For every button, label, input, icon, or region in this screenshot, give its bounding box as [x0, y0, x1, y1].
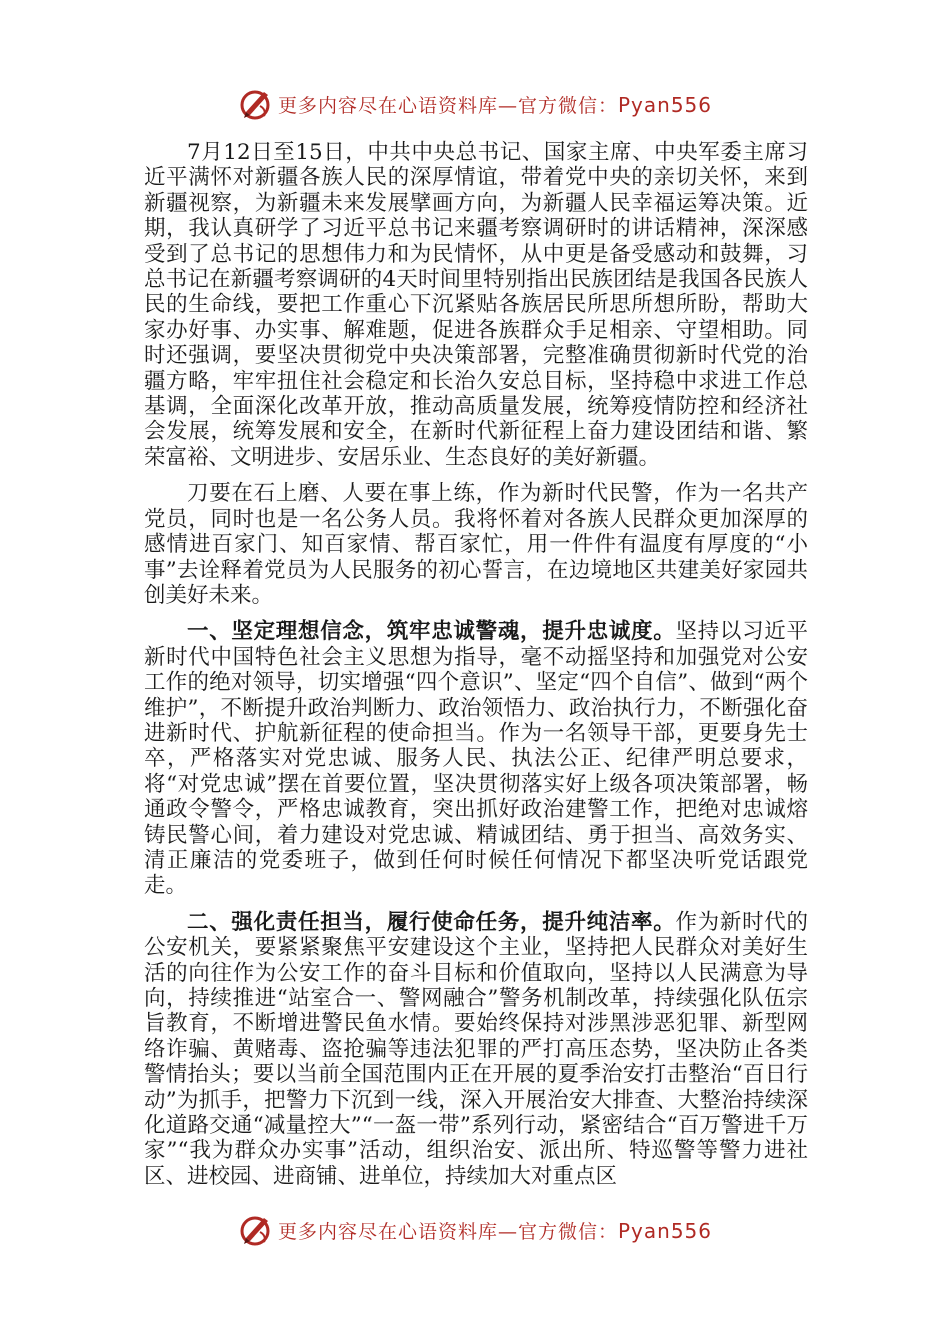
paragraph-4-text: 作为新时代的公安机关，要紧紧聚焦平安建设这个主业，坚持把人民群众对美好生活的向往作为公安工作的奋斗目标和价值取向，坚持以人民满意为导向，持续推进“站室合一、警网融合”警务机制改革，持续强化队伍宗旨教育，不断增进警民鱼水情。要始终保持对涉黑涉恶犯罪、新型网络诈骗、黄赌毒、盗抢骗等违法犯罪的严打高压态势，坚决防止各类警情抬头；要以当前全国范围内正在开展的夏季治安打击整治“百日行动”为抓手，把警力下沉到一线，深入开展治安大排查、大整治持续深化道路交通“减量控大”“一盔一带”系列行动，紧密结合“百万警进千万家”“我为群众办实事”活动，组织治安、派出所、特巡警等警力进社区、进校园、进商铺、进单位，持续加大对重点区: [144, 909, 808, 1189]
paragraph-1-text: 7月12日至15日，中共中央总书记、国家主席、中央军委主席习近平满怀对新疆各族人民的深厚情谊，带着党中央的亲切关怀，来到新疆视察，为新疆未来发展擘画方向，为新疆人民幸福运筹决策。近期，我认真研学了习近平总书记来疆考察调研时的讲话精神，深深感受到了总书记的思想伟力和为民情怀，从中更是备受感动和鼓舞，习总书记在新疆考察调研的4天时间里特别指出民族团结是我国各民族人民的生命线，要把工作重心下沉紧贴各族居民所思所想所盼，帮助大家办好事、办实事、解难题，促进各族群众手足相亲、守望相助。同时还强调，要坚决贯彻党中央决策部署，完整准确贯彻新时代党的治疆方略，牢牢扭住社会稳定和长治久安总目标，坚持稳中求进工作总基调，全面深化改革开放，推动高质量发展，统筹疫情防控和经济社会发展，统筹发展和安全，在新时代新征程上奋力建设团结和谐、繁荣富裕、文明进步、安居乐业、生态良好的美好新疆。: [144, 140, 808, 470]
header-banner: [0, 82, 950, 126]
paragraph-4-heading: 二、强化责任担当，履行使命任务，提升纯洁率。: [187, 909, 676, 935]
footer-wechat-label: 官方微信：: [517, 1220, 618, 1243]
document-body: [144, 140, 808, 1200]
paragraph-3-text: 坚持以习近平新时代中国特色社会主义思想为指导，毫不动摇坚持和加强党对公安工作的绝对领导，切实增强“四个意识”、坚定“四个自信”、做到“两个维护”，不断提升政治判断力、政治领悟力、政治执行力，不断强化奋进新时代、护航新征程的使命担当。作为一名领导干部，更要身先士卒，严格落实对党忠诚、服务人民、执法公正、纪律严明总要求，将“对党忠诚”摆在首要位置，坚决贯彻落实好上级各项决策部署，畅通政令警令，严格忠诚教育，突出抓好政治建警工作，把绝对忠诚熔铸民警心间，着力建设对党忠诚、精诚团结、勇于担当、高效务实、清正廉洁的党委班子，做到任何时候任何情况下都坚决听党话跟党走。: [144, 619, 808, 899]
paragraph-2-text: 刀要在石上磨、人要在事上练，作为新时代民警，作为一名共产党员，同时也是一名公务人员。我将怀着对各族人民群众更加深厚的感情进百家门、知百家情、帮百家忙，用一件件有温度有厚度的“小事”去诠释着党员为人民服务的初心誓言，在边境地区共建美好家园共创美好未来。: [144, 481, 808, 608]
paragraph-1: [144, 140, 808, 470]
footer-brand: 更多内容尽在心语资料库: [277, 1220, 498, 1243]
header-dash: —: [497, 94, 518, 117]
paragraph-3: [144, 619, 808, 898]
pen-logo-icon: [238, 86, 274, 122]
footer-banner: [0, 1208, 950, 1252]
paragraph-2: [144, 481, 808, 608]
footer-banner-text: [278, 1217, 712, 1244]
header-banner-text: [278, 91, 712, 118]
footer-dash: —: [497, 1220, 518, 1243]
footer-wechat-id: Pyan556: [618, 1218, 713, 1243]
header-brand: 更多内容尽在心语资料库: [277, 94, 498, 117]
paragraph-3-heading: 一、坚定理想信念，筑牢忠诚警魂，提升忠诚度。: [187, 619, 676, 645]
pen-logo-icon: [238, 1212, 274, 1248]
header-wechat-label: 官方微信：: [517, 94, 618, 117]
header-wechat-id: Pyan556: [618, 92, 713, 117]
paragraph-4: [144, 910, 808, 1189]
